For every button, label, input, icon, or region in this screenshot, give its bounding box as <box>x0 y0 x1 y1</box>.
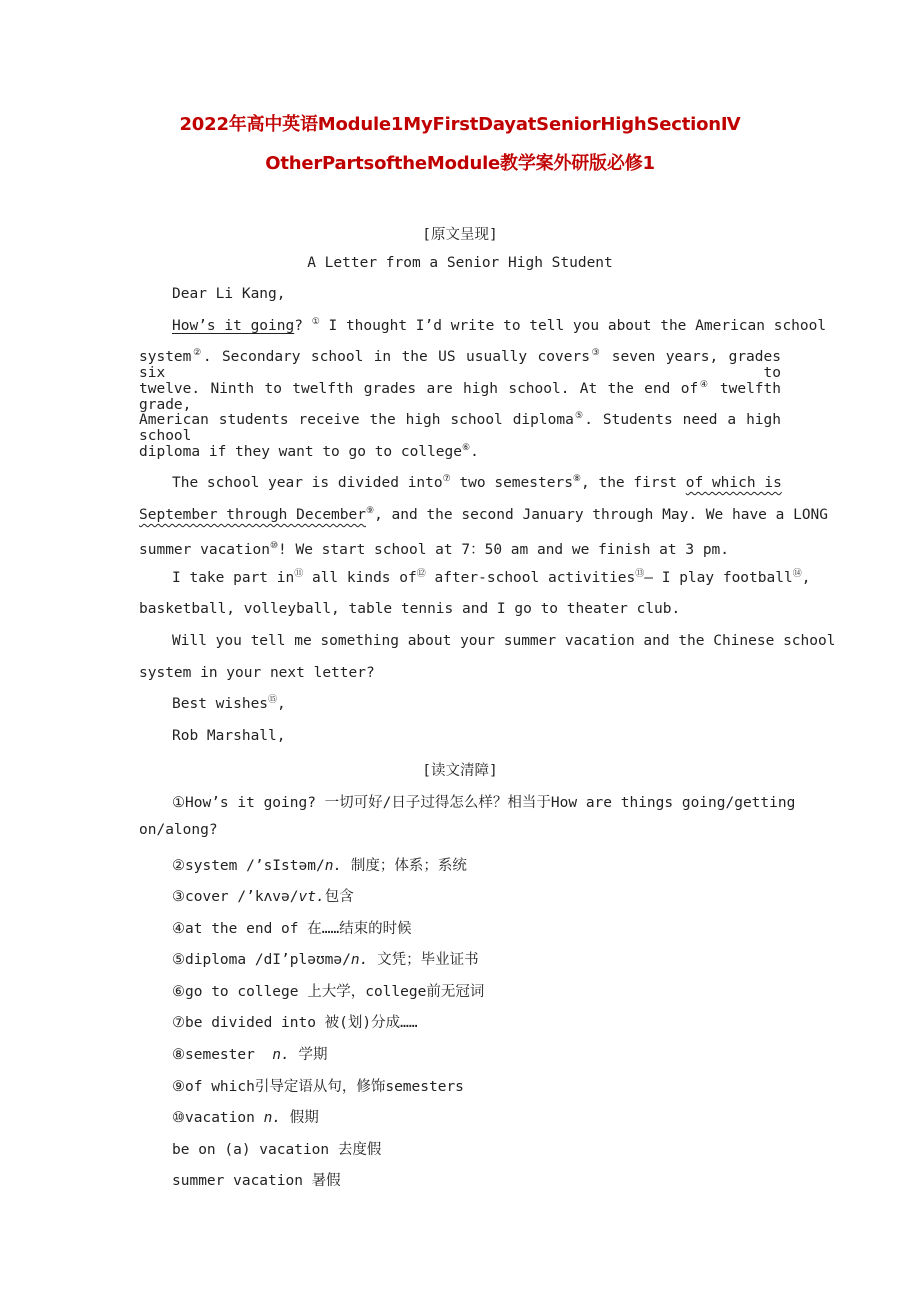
note-5: ⑤diploma /dI’pləʊmə/n. 文凭；毕业证书 <box>172 952 479 968</box>
note-6: ⑥go to college 上大学，college前无冠词 <box>172 984 485 1000</box>
note-marker-11: ⑪ <box>294 569 304 579</box>
note-3: ③cover /’kʌvə/vt.包含 <box>172 889 354 905</box>
note-marker-8: ⑧ <box>572 474 581 484</box>
paragraph-4-line-1: Will you tell me something about your summer vacation and the Chinese school <box>172 633 836 649</box>
note-marker-2: ② <box>191 348 203 358</box>
september-through-december-phrase: September through December <box>139 507 366 523</box>
section-heading-original: [原文呈现] <box>422 227 498 243</box>
letter-title: A Letter from a Senior High Student <box>307 255 613 271</box>
paragraph-3-line-2: basketball, volleyball, table tennis and I go to theater club. <box>139 601 681 617</box>
letter-signature: Rob Marshall, <box>172 728 286 744</box>
note-marker-1: ① <box>311 317 320 327</box>
note-marker-3: ③ <box>589 348 602 358</box>
hows-it-going-phrase: How’s it going <box>172 318 295 334</box>
letter-closing: Best wishes⑮, <box>172 695 286 712</box>
note-1-line-1: ①How’s it going? 一切可好/日子过得怎么样？相当于How are things going/getting <box>172 795 796 811</box>
note-marker-7: ⑦ <box>442 474 451 484</box>
note-9: ⑨of which引导定语从句，修饰semesters <box>172 1079 464 1095</box>
note-marker-5: ⑤ <box>573 411 585 421</box>
paragraph-2-line-1: The school year is divided into⑦ two semesters⑧, the first of which is <box>172 474 782 491</box>
note-marker-4: ④ <box>698 380 710 390</box>
paragraph-4-line-2: system in your next letter? <box>139 665 375 681</box>
note-marker-9: ⑨ <box>365 506 375 516</box>
note-marker-15: ⑮ <box>268 695 278 705</box>
paragraph-1-line-5: diploma if they want to go to college⑥. <box>139 443 479 460</box>
note-marker-14: ⑭ <box>792 569 802 579</box>
letter-greeting: Dear Li Kang, <box>172 286 286 302</box>
of-which-is-phrase: of which is <box>685 475 782 491</box>
note-marker-13: ⑬ <box>635 569 645 579</box>
doc-title-line-1: 2022年高中英语Module1MyFirstDayatSeniorHighSectionⅣ <box>179 114 741 135</box>
doc-title-line-2: OtherPartsoftheModule教学案外研版必修1 <box>265 153 655 174</box>
note-10-usage-1: be on (a) vacation 去度假 <box>172 1142 382 1158</box>
paragraph-1-line-1: How’s it going? ① I thought I’d write to tell you about the American school <box>172 317 827 334</box>
note-10-usage-2: summer vacation 暑假 <box>172 1173 341 1189</box>
paragraph-1-line-3: twelve. Ninth to twelfth grades are high school. At the end of④ twelfth grade, <box>139 380 781 413</box>
note-marker-10: ⑩ <box>269 541 279 551</box>
note-10: ⑩vacation n. 假期 <box>172 1110 319 1126</box>
note-4: ④at the end of 在……结束的时候 <box>172 921 412 937</box>
paragraph-3-line-1: I take part in⑪ all kinds of⑫ after-school activities⑬— I play football⑭, <box>172 569 811 586</box>
note-8: ⑧semester n. 学期 <box>172 1047 328 1063</box>
note-2: ②system /’sIstəm/n. 制度；体系；系统 <box>172 858 467 874</box>
paragraph-2-line-2: September through December⑨, and the second January through May. We have a LONG <box>139 506 829 523</box>
paragraph-2-line-3: summer vacation⑩! We start school at 7：50 am and we finish at 3 pm. <box>139 541 730 558</box>
note-marker-12: ⑫ <box>416 569 426 579</box>
paragraph-1-line-4: American students receive the high school diploma⑤. Students need a high school <box>139 411 781 444</box>
note-7: ⑦be divided into 被(划)分成…… <box>172 1015 418 1031</box>
section-heading-notes: [读文清障] <box>422 763 498 779</box>
note-1-line-2: on/along? <box>139 822 218 838</box>
paragraph-1-line-2: system②. Secondary school in the US usually covers③ seven years, grades six to <box>139 348 781 381</box>
note-marker-6: ⑥ <box>462 443 471 453</box>
